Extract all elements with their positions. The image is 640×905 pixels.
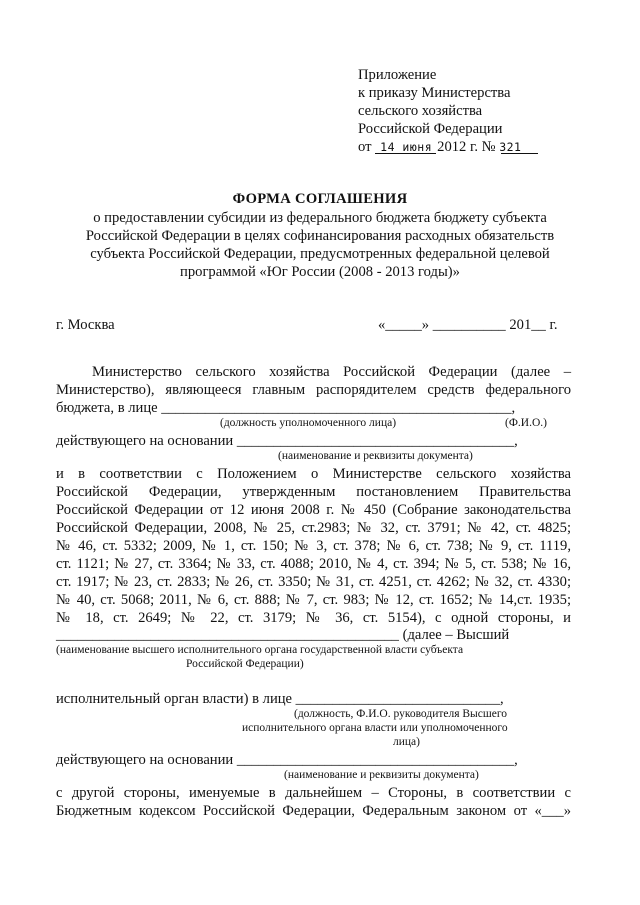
form-title: ФОРМА СОГЛАШЕНИЯ: [232, 191, 408, 207]
body-p2-line-10: _______________________________________________ (далее – Высший: [56, 627, 510, 643]
body-p2-line-9: № 18, ст. 2649; № 22, ст. 3179; № 36, ст. 5154), с одной стороны, и: [56, 610, 571, 626]
body-p2-line-2: Российской Федерации, утвержденным постановлением Правительства: [56, 484, 571, 500]
appendix-line-1: Приложение: [358, 67, 437, 83]
body-p2-line-6: ст. 1121; № 27, ст. 3364; № 33, ст. 4088; 2010, № 4, ст. 394; № 5, ст. 538; № 16,: [56, 556, 571, 572]
appendix-date-underline: [375, 153, 436, 154]
form-subtitle-line-3: субъекта Российской Федерации, предусмотренных федеральной целевой: [90, 246, 550, 262]
body-p1-line-1: Министерство сельского хозяйства Российской Федерации (далее –: [92, 364, 571, 380]
caption-regional-authority-1: (наименование высшего исполнительного органа государственной власти субъекта: [56, 644, 464, 656]
caption-document-details-2: (наименование и реквизиты документа): [284, 769, 479, 781]
appendix-order-number: 321: [499, 140, 522, 154]
caption-full-name: (Ф.И.О.): [505, 417, 547, 429]
city: г. Москва: [56, 317, 115, 333]
body-p2-line-8: № 40, ст. 5068; 2011, № 6, ст. 888; № 7, ст. 983; № 12, ст. 1652; № 14,ст. 1935;: [56, 592, 571, 608]
appendix-number-underline: [501, 153, 538, 154]
body-p2-line-4: Российской Федерации, 2008, № 25, ст.2983; № 32, ст. 3791; № 42, ст. 4825;: [56, 520, 571, 536]
caption-head-position-3: лица): [393, 736, 420, 748]
body-p2-line-3: Российской Федерации от 12 июня 2008 г. № 450 (Собрание законодательства: [56, 502, 571, 518]
appendix-date-year: 2012: [437, 139, 467, 155]
appendix-line-2: к приказу Министерства: [358, 85, 511, 101]
agreement-date-template: «_____» __________ 201__ г.: [378, 317, 558, 333]
body-p1-line-2: Министерство), являющееся главным распорядителем средств федерального: [56, 382, 571, 398]
body-p4-line-2: Бюджетным кодексом Российской Федерации, Федеральным законом от «___»: [56, 803, 571, 819]
appendix-line-4: Российской Федерации: [358, 121, 503, 137]
body-p3-line-1: исполнительный орган власти) в лице ____________________________,: [56, 691, 504, 707]
appendix-line-3: сельского хозяйства: [358, 103, 483, 119]
caption-head-position-1: (должность, Ф.И.О. руководителя Высшего: [294, 708, 508, 720]
body-p2-line-5: № 46, ст. 5332; 2009, № 1, ст. 150; № 3, ст. 378; № 6, ст. 738; № 9, ст. 1119,: [56, 538, 571, 554]
body-p2-line-1: и в соответствии с Положением о Министерстве сельского хозяйства: [56, 466, 571, 482]
appendix-date-prefix: от: [358, 139, 372, 155]
caption-document-details-1: (наименование и реквизиты документа): [278, 450, 473, 462]
body-p1-line-4: действующего на основании ______________________________________,: [56, 433, 518, 449]
appendix-date-day-month: 14 июня: [380, 140, 433, 154]
body-p1-line-3: бюджета, в лице ________________________________________________,: [56, 400, 516, 416]
caption-regional-authority-2: Российской Федерации): [186, 658, 304, 670]
form-subtitle-line-2: Российской Федерации в целях софинансирования расходных обязательств: [85, 228, 555, 244]
caption-head-position-2: исполнительного органа власти или уполномоченного: [242, 722, 508, 734]
form-subtitle-line-4: программой «Юг России (2008 - 2013 годы)»: [180, 264, 460, 280]
appendix-date-suffix: г. №: [469, 139, 496, 155]
caption-official-position: (должность уполномоченного лица): [220, 417, 397, 429]
form-subtitle-line-1: о предоставлении субсидии из федерального бюджета бюджету субъекта: [93, 210, 547, 226]
body-p2-line-7: ст. 1917; № 23, ст. 2833; № 26, ст. 3350; № 31, ст. 4251, ст. 4262; № 32, ст. 4330;: [56, 574, 571, 590]
body-p3-line-2: действующего на основании ______________________________________,: [56, 752, 518, 768]
body-p4-line-1: с другой стороны, именуемые в дальнейшем – Стороны, в соответствии с: [56, 785, 571, 801]
